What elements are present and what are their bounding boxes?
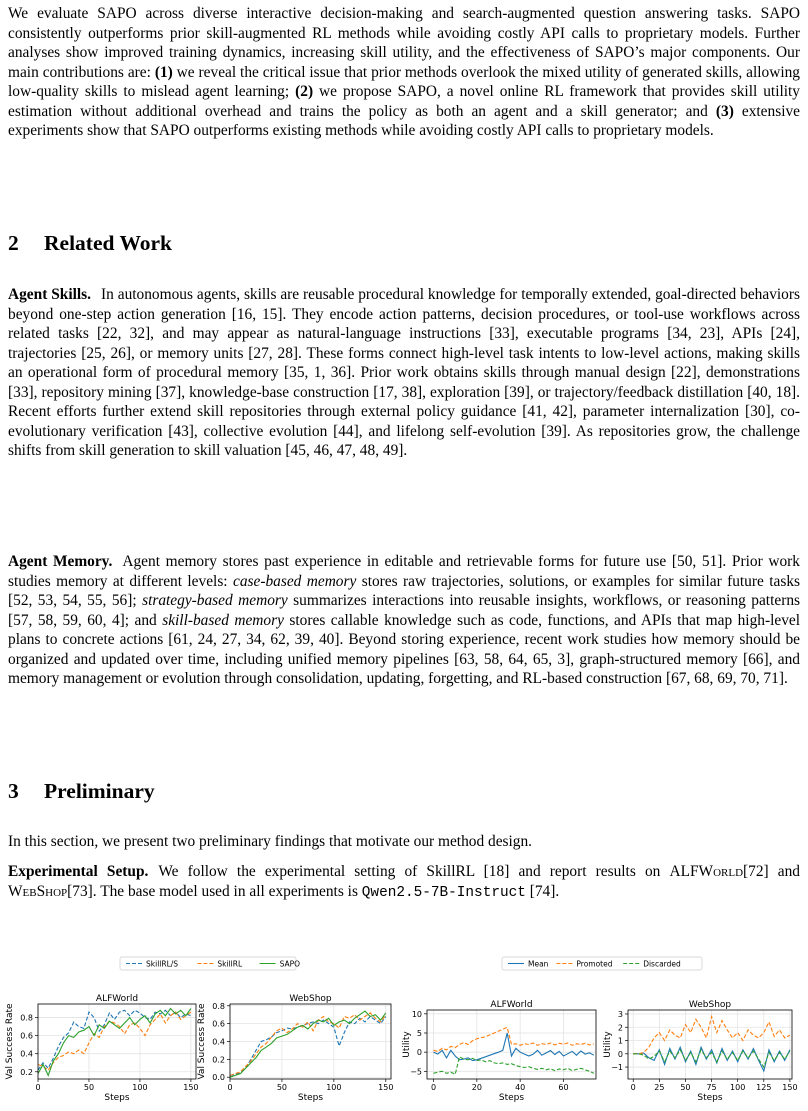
section-number: 2 — [8, 231, 19, 255]
x-axis-label: Steps — [104, 1093, 130, 1103]
intro-text-1: We evaluate SAPO across diverse interactive decision-making and search-augmented question answering tasks. SAPO consistently outperforms prior skill-augmented RL methods while avoiding costly API calls to proprietary models. Further analyses show improved training dynamics, increasing skill utility, and the effectiveness of SAPO’s major components. Our main contributions are: — [8, 5, 800, 81]
legend-label: Promoted — [576, 959, 613, 969]
legend-label: SkillRL — [217, 959, 243, 969]
x-tick-label: 50 — [680, 1083, 691, 1092]
x-tick-label: 40 — [515, 1083, 526, 1092]
x-tick-label: 0 — [35, 1083, 41, 1092]
charts-svg — [0, 952, 808, 1106]
setup-text-3: [73]. The base model used in all experiments is — [67, 882, 362, 900]
series-line-discarded — [434, 1057, 594, 1075]
y-tick-label: 2 — [617, 1023, 623, 1033]
alfworld-name: ALFWorld — [669, 863, 744, 880]
agent-memory-text-1: Agent memory stores past experience in editable and retrievable forms for future use [50, 51]. Prior work studies memory at different levels: — [8, 553, 800, 590]
setup-text-2: [72] and — [743, 863, 800, 880]
setup-text-1: We follow the experimental setting of SkillRL [18] and report results on — [158, 863, 670, 880]
x-tick-label: 25 — [654, 1083, 665, 1092]
intro-text-3: we propose SAPO, a novel online RL framework that provides skill utility estimation without additional overhead and trains the policy as both an agent and a skill generator; and — [8, 83, 800, 120]
y-tick-label: 0 — [617, 1049, 623, 1059]
series-line-skillrl-s — [230, 1017, 386, 1076]
x-axis-label: Steps — [498, 1093, 525, 1103]
y-tick-label: 0.8 — [212, 1001, 225, 1011]
case-based-memory-term: case-based memory — [232, 572, 357, 590]
legend-label: Discarded — [643, 959, 681, 969]
agent-skills-text: In autonomous agents, skills are reusable procedural knowledge for temporally extended, goal-directed behaviors beyond one-step action generation [16, 15]. They encode action patterns, decision procedures, or tool-use workflows across related tasks [22, 32], and may appear as natural-language instructions [33], executable programs [34, 23], APIs [24], trajectories [25, 26], or memory units [27, 28]. These forms connect high-level task intents to low-level actions, making skills an operational form of procedural memory [35, 1, 36]. Prior work obtains skills through manual design [22], demonstrations [33], repository mining [37], knowledge-base construction [17, 38], exploration [39], or trajectory/feedback distillation [40, 18]. Recent efforts further extend skill repositories through external policy guidance [41, 42], parameter internalization [30], co-evolutionary verification [43], collective evolution [44], and lifelong self-evolution [39]. As repositories grow, the challenge shifts from skill generation to skill valuation [45, 46, 47, 48, 49]. — [8, 286, 800, 459]
x-tick-label: 50 — [276, 1083, 288, 1092]
x-tick-label: 150 — [782, 1083, 798, 1092]
section-heading-preliminary — [8, 778, 155, 804]
plot-frame — [38, 1004, 196, 1079]
y-axis-label: Utility — [402, 1031, 412, 1058]
x-tick-label: 100 — [326, 1083, 342, 1092]
legend-label: SAPO — [279, 959, 301, 969]
skill-based-memory-term: skill-based memory — [162, 611, 284, 629]
section-title: Preliminary — [44, 779, 155, 803]
chart-title: ALFWorld — [490, 1000, 533, 1010]
setup-text-4: [74]. — [525, 882, 560, 900]
experimental-setup-paragraph — [8, 862, 800, 903]
y-tick-label: 0.8 — [20, 1013, 33, 1023]
y-tick-label: 0 — [416, 1048, 422, 1058]
y-tick-label: 0.4 — [20, 1049, 33, 1059]
y-axis-label: Val Success Rate — [5, 1003, 15, 1080]
y-tick-label: 0.6 — [212, 1019, 225, 1029]
x-tick-label: 125 — [756, 1083, 772, 1092]
plot-frame — [628, 1010, 792, 1079]
legend-label: Mean — [528, 959, 549, 969]
model-name: Qwen2.5-7B-Instruct — [361, 884, 526, 901]
intro-paragraph — [8, 4, 800, 141]
strategy-based-memory-term: strategy-based memory — [142, 592, 288, 609]
x-tick-label: 75 — [706, 1083, 717, 1092]
preliminary-intro: In this section, we present two preliminary findings that motivate our method design. — [8, 833, 533, 850]
x-tick-label: 60 — [558, 1083, 569, 1092]
chart-title: WebShop — [688, 1000, 732, 1010]
intro-text-2: we reveal the critical issue that prior methods overlook the mixed utility of generated skills, allowing low-quality skills to mislead agent learning; — [8, 63, 800, 100]
legend-label: SkillRL/S — [146, 959, 179, 969]
chart-title: ALFWorld — [95, 994, 139, 1004]
x-axis-label: Steps — [697, 1093, 723, 1103]
x-tick-label: 150 — [378, 1083, 394, 1092]
series-line-promoted — [434, 1027, 594, 1051]
agent-skills-heading: Agent Skills. — [8, 286, 92, 303]
contribution-1-marker: (1) — [154, 63, 173, 81]
section-number: 3 — [8, 779, 19, 803]
chart-title: WebShop — [289, 994, 332, 1004]
y-tick-label: 0.2 — [20, 1067, 33, 1077]
x-tick-label: 0 — [430, 1083, 437, 1092]
x-tick-label: 20 — [471, 1083, 482, 1092]
agent-memory-text-2: stores raw trajectories, solutions, or examples for similar future tasks [52, 53, 54, 55, 56]; — [8, 572, 801, 609]
x-axis-label: Steps — [297, 1093, 324, 1103]
webshop-name: WebShop — [8, 882, 68, 900]
y-tick-label: 10 — [411, 1009, 422, 1019]
y-tick-label: 0.6 — [20, 1031, 33, 1041]
intro-text-4: extensive experiments show that SAPO outperforms existing methods while avoiding costly API calls to proprietary models. — [8, 102, 801, 139]
y-tick-label: 0.4 — [212, 1037, 225, 1047]
x-tick-label: 100 — [132, 1083, 148, 1092]
x-tick-label: 0 — [630, 1083, 636, 1092]
section-title: Related Work — [44, 231, 173, 255]
agent-memory-heading: Agent Memory. — [8, 553, 113, 570]
figure-preliminary-charts — [0, 952, 808, 1106]
y-tick-label: 0.2 — [212, 1055, 225, 1065]
section-heading-related-work — [8, 230, 172, 256]
agent-memory-paragraph — [8, 552, 800, 689]
agent-memory-text-3: summarizes interactions into reusable insights, workflows, or reasoning patterns [57, 58, 59, 60, 4]; and — [8, 592, 801, 629]
series-line-mean — [434, 1033, 594, 1061]
contribution-2-marker: (2) — [295, 83, 314, 100]
x-tick-label: 50 — [83, 1083, 95, 1092]
agent-skills-paragraph — [8, 285, 800, 461]
y-axis-label: Utility — [603, 1031, 613, 1058]
y-axis-label: Val Success Rate — [197, 1003, 207, 1080]
experimental-setup-heading: Experimental Setup. — [8, 863, 149, 880]
x-tick-label: 150 — [183, 1083, 199, 1092]
x-tick-label: 100 — [730, 1083, 746, 1092]
y-tick-label: −5 — [410, 1067, 422, 1077]
y-tick-label: 1 — [617, 1036, 623, 1046]
y-tick-label: 0.0 — [212, 1073, 225, 1083]
series-line-skillrl — [230, 1013, 386, 1076]
contribution-3-marker: (3) — [715, 102, 734, 120]
series-line-sapo — [230, 1011, 386, 1077]
y-tick-label: −1 — [611, 1063, 623, 1073]
series-line-skillrl — [38, 1012, 191, 1070]
x-tick-label: 0 — [227, 1083, 233, 1092]
y-tick-label: 5 — [416, 1029, 422, 1038]
y-tick-label: 3 — [617, 1009, 623, 1019]
agent-memory-text-4: stores callable knowledge such as code, functions, and APIs that map high-level plans to concrete actions [61, 24, 27, 34, 62, 39, 40]. Beyond storing experience, recent work studies how memory should be organized and updated over time, including unified memory pipelines [63, 58, 64, 65, 3], graph-structured memory [66], and memory management or evolution through consolidation, updating, forgetting, and RL-based construction [67, 68, 69, 70, 71]. — [8, 611, 801, 687]
